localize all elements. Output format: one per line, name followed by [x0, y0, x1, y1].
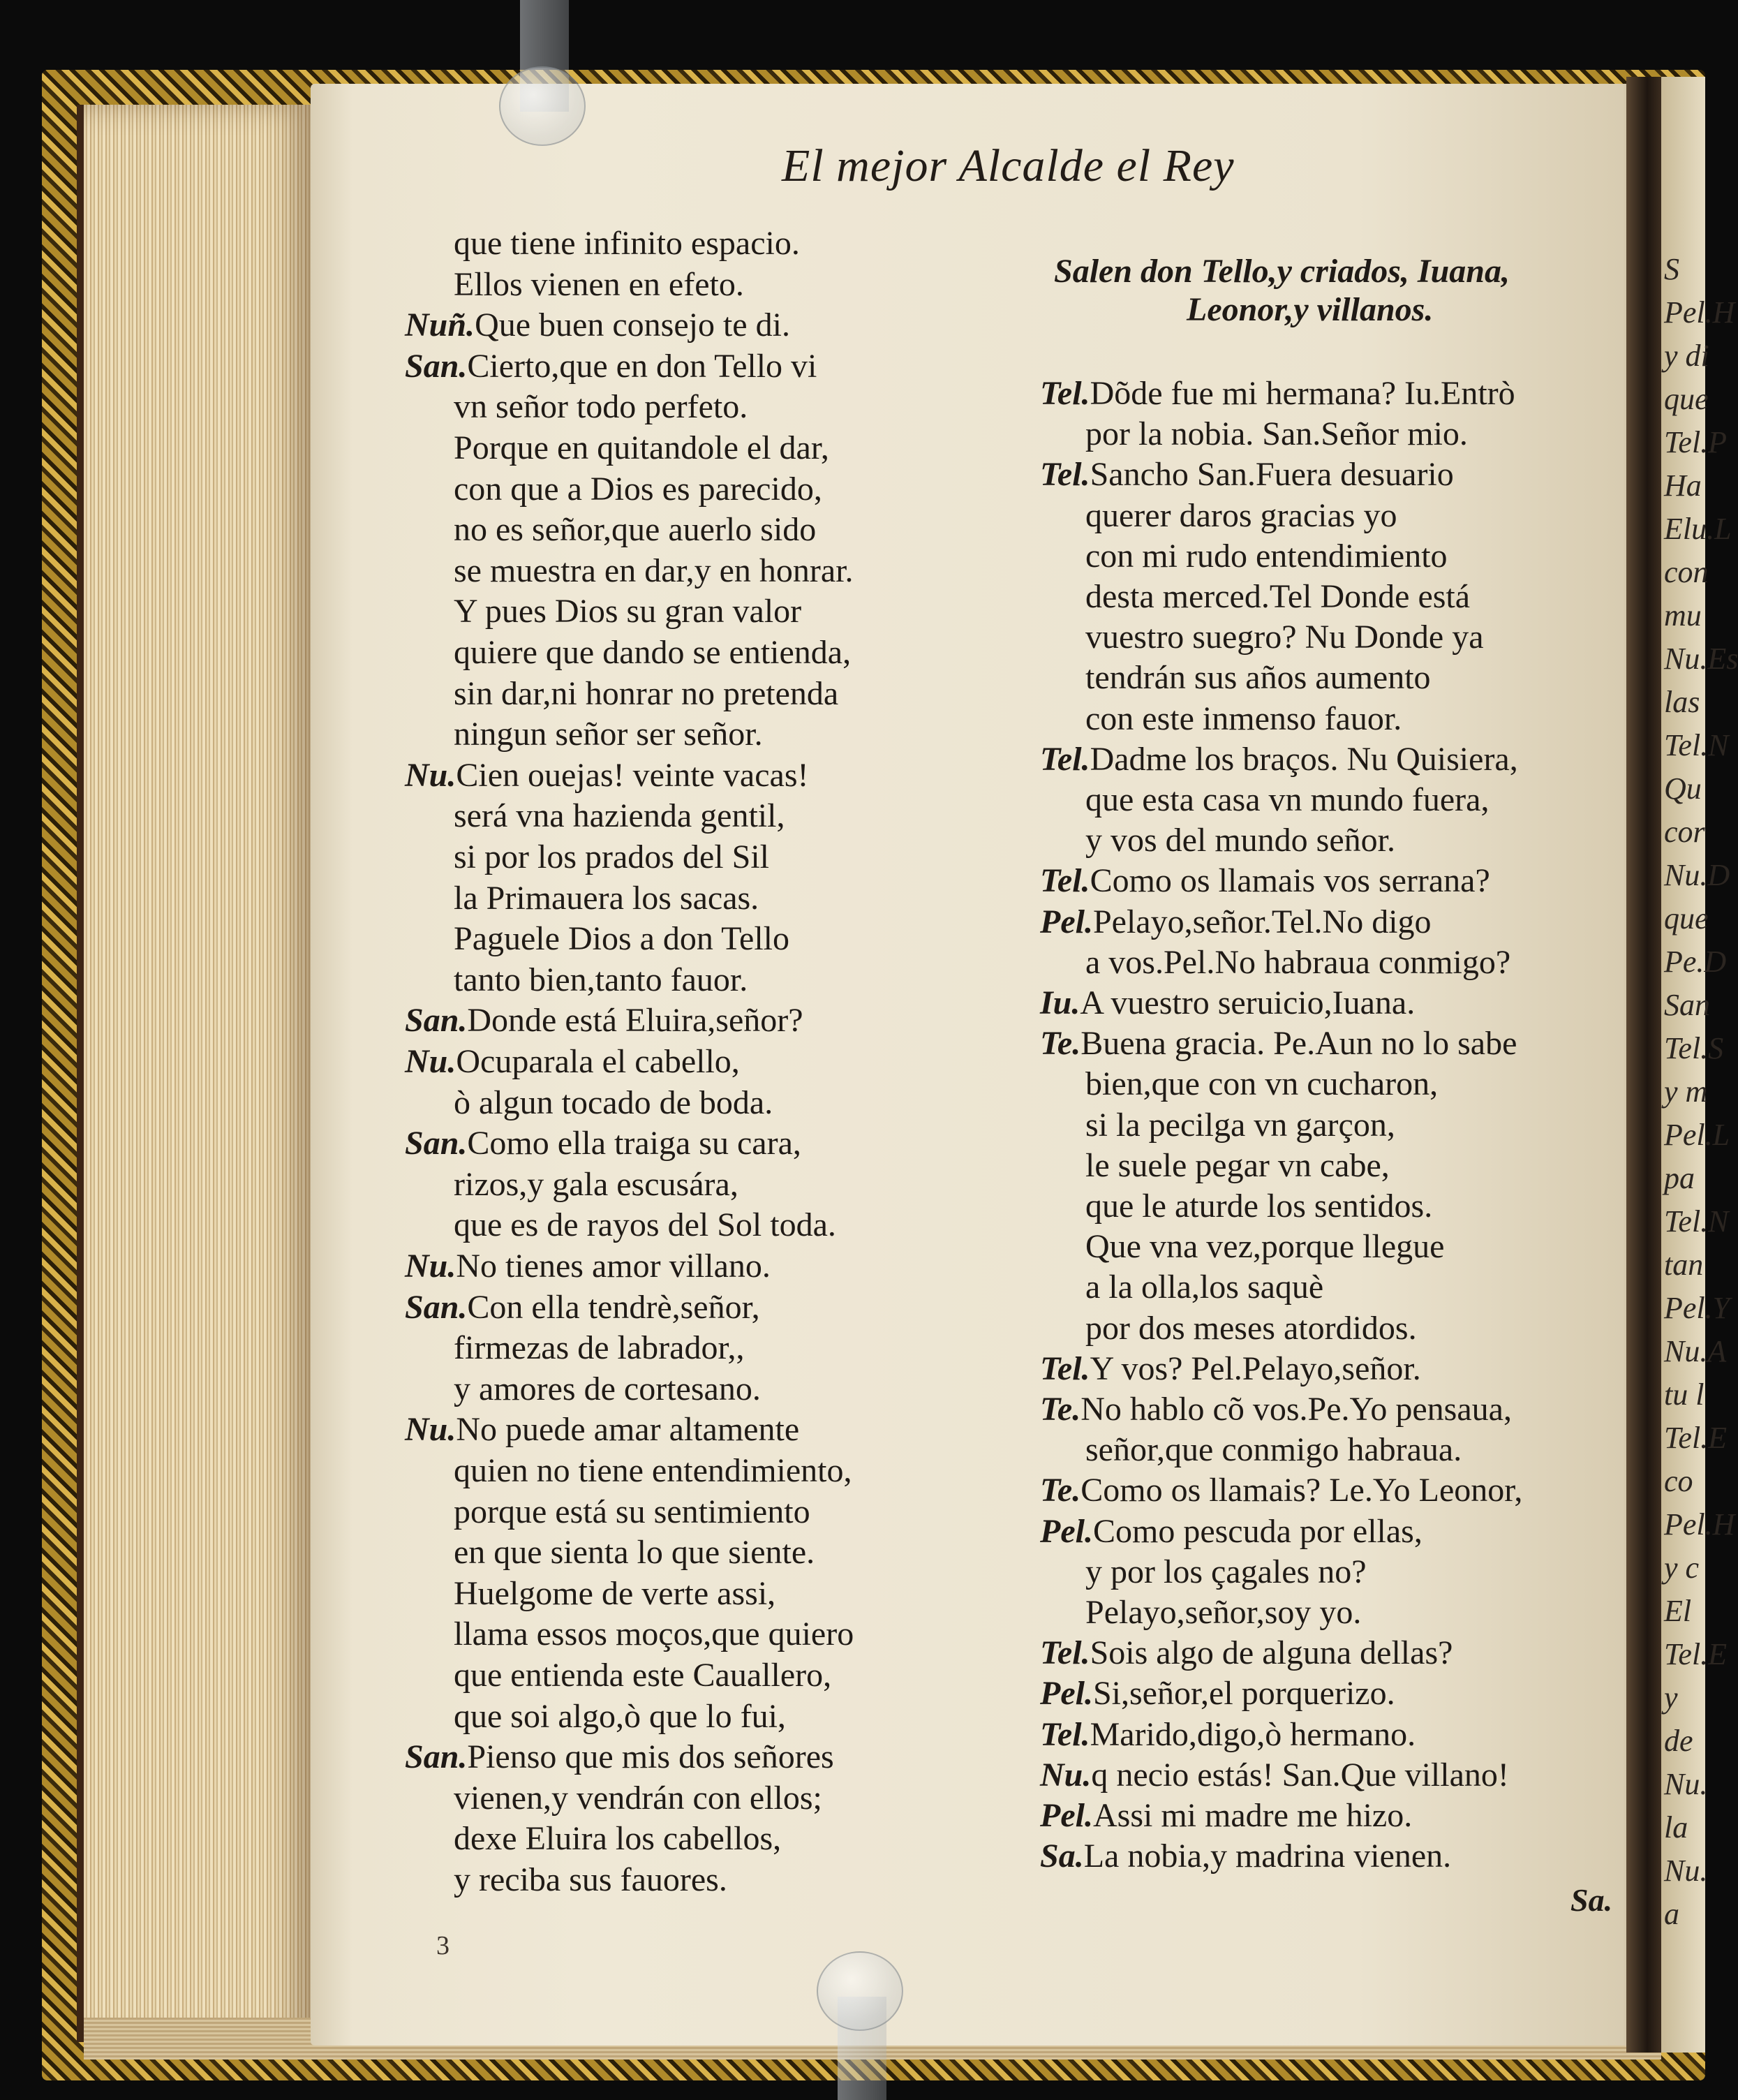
verse-text: rizos,y gala escusára, — [454, 1165, 738, 1203]
verse-text: Cierto,que en don Tello vi — [467, 347, 817, 385]
verse-text: Y pues Dios su gran valor — [454, 593, 802, 630]
running-title: El mejor Alcalde el Rey — [782, 140, 1235, 191]
speaker-label: Te. — [1040, 1391, 1081, 1428]
recto-text-fragment: a — [1664, 1897, 1679, 1931]
verse-line — [454, 1659, 831, 1692]
verse-line — [1085, 1433, 1462, 1467]
recto-text-fragment: Nu.A — [1664, 1334, 1727, 1368]
verse-text: Con ella tendrè,señor, — [467, 1288, 760, 1326]
verse-text: firmezas de labrador,, — [454, 1329, 745, 1367]
verse-text: Porque en quitandole el dar, — [454, 429, 829, 466]
verse-line — [1085, 1146, 1390, 1184]
clip-top-icon — [499, 66, 586, 146]
recto-text-fragment: Pel.L — [1664, 1118, 1730, 1152]
verse-line — [454, 1779, 822, 1817]
verse-line — [454, 718, 763, 751]
recto-text-fragment: San — [1664, 988, 1710, 1022]
verse-line — [405, 1002, 803, 1040]
recto-text-fragment: Nu.Es — [1664, 642, 1738, 676]
verse-line — [1040, 1025, 1517, 1063]
verse-text: en que sienta lo que siente. — [454, 1534, 815, 1572]
verse-line — [454, 265, 744, 303]
verse-line — [1085, 496, 1397, 534]
speaker-label: Sa. — [1040, 1838, 1084, 1875]
speaker-label: Tel. — [1040, 1715, 1090, 1753]
verse-text: No tienes amor villano. — [456, 1248, 771, 1285]
verse-text: Buena gracia. Pe.Aun no lo sabe — [1080, 1025, 1517, 1063]
recto-text-fragment: tan — [1664, 1248, 1704, 1282]
speaker-label: Tel. — [1040, 862, 1090, 900]
verse-text: Sois algo de alguna dellas? — [1090, 1634, 1453, 1672]
verse-text: ò algun tocado de boda. — [454, 1084, 773, 1121]
speaker-label: Nu. — [405, 1411, 456, 1449]
verse-line — [1085, 1309, 1417, 1347]
verse-text: Y vos? Pel.Pelayo,señor. — [1090, 1350, 1421, 1387]
verse-text: la Primauera los sacas. — [454, 879, 759, 917]
verse-text: vienen,y vendrán con ellos; — [454, 1779, 822, 1817]
recto-text-fragment: las — [1664, 685, 1700, 719]
verse-text: Assi mi madre me hizo. — [1092, 1797, 1413, 1834]
verse-text: que esta casa vn mundo fuera, — [1085, 781, 1490, 818]
verse-line — [1085, 702, 1402, 736]
verse-text: Ocuparala el cabello, — [456, 1043, 740, 1080]
recto-text-fragment: Tel.P — [1664, 425, 1728, 459]
verse-text: dexe Eluira los cabellos, — [454, 1820, 782, 1858]
verse-line — [1040, 1799, 1412, 1833]
verse-text: no es señor,que auerlo sido — [454, 511, 817, 549]
recto-text-fragment: que — [1664, 901, 1709, 936]
verse-text: Huelgome de verte assi, — [454, 1574, 776, 1612]
recto-page-fragment — [1661, 77, 1738, 2053]
verse-line — [454, 1086, 773, 1120]
speaker-label: Nuñ. — [405, 306, 475, 344]
verse-line — [1040, 1636, 1453, 1670]
verse-text: que tiene infinito espacio. — [454, 225, 800, 262]
verse-line — [1040, 1715, 1416, 1753]
verse-line — [1085, 417, 1468, 451]
verse-text: a la olla,los saquè — [1085, 1269, 1324, 1306]
verse-text: y vos del mundo señor. — [1085, 822, 1395, 859]
verse-text: se muestra en dar,y en honrar. — [454, 552, 854, 589]
verse-line — [454, 1495, 810, 1529]
verse-line — [454, 1697, 786, 1735]
recto-text-fragment: Tel.N — [1664, 1204, 1729, 1238]
clip-bottom-icon — [817, 1951, 903, 2031]
verse-line — [405, 756, 809, 794]
speaker-label: Tel. — [1040, 456, 1090, 494]
recto-text-fragment: Tel.S — [1664, 1031, 1724, 1065]
verse-line — [405, 1288, 760, 1326]
verse-line — [405, 1413, 799, 1447]
verse-text: bien,que con vn cucharon, — [1085, 1065, 1439, 1103]
verse-line — [454, 431, 829, 465]
recto-text-fragment: Pe.D — [1664, 945, 1727, 979]
recto-text-fragment: de — [1664, 1724, 1693, 1758]
recto-text-fragment: Nu. — [1664, 1854, 1708, 1888]
verse-text: señor,que conmigo habraua. — [1085, 1431, 1462, 1469]
verse-line — [1040, 905, 1432, 939]
verse-text: Como pescuda por ellas, — [1092, 1512, 1423, 1550]
recto-text-fragment: Nu. — [1664, 1767, 1708, 1801]
verse-text: sin dar,ni honrar no pretenda — [454, 674, 839, 712]
page-block-edge — [84, 105, 314, 2046]
recto-text-fragment: y c — [1664, 1551, 1700, 1585]
verse-line — [454, 595, 801, 628]
verse-text: Como os llamais? Le.Yo Leonor, — [1080, 1472, 1523, 1509]
speaker-label: Pel. — [1040, 1512, 1093, 1550]
verse-line — [454, 838, 769, 875]
verse-line — [1085, 1190, 1432, 1223]
recto-text-fragment: Qu — [1664, 771, 1702, 806]
verse-text: No puede amar altamente — [456, 1411, 800, 1449]
recto-text-fragment: Elu.L — [1664, 512, 1732, 546]
verse-text: Ellos vienen en efeto. — [454, 265, 744, 303]
verse-text: Sancho San.Fuera desuario — [1090, 456, 1454, 494]
verse-line — [1085, 824, 1395, 857]
verse-text: tanto bien,tanto fauor. — [454, 961, 748, 998]
speaker-label: Iu. — [1040, 984, 1080, 1021]
verse-line — [454, 227, 800, 260]
verse-text: Donde está Eluira,señor? — [467, 1002, 803, 1040]
verse-text: Marido,digo,ò hermano. — [1090, 1715, 1416, 1753]
verse-text: Cien ouejas! veinte vacas! — [456, 756, 809, 794]
verse-text: vn señor todo perfeto. — [454, 388, 748, 426]
verse-text: vuestro suegro? Nu Donde ya — [1085, 619, 1484, 656]
speaker-label: Tel. — [1040, 740, 1090, 778]
speaker-label: Nu. — [405, 756, 456, 794]
verse-line — [1085, 1596, 1361, 1629]
verse-text: que soi algo,ò que lo fui, — [454, 1697, 786, 1735]
speaker-label: Te. — [1040, 1025, 1081, 1063]
verse-text: con este inmenso fauor. — [1085, 700, 1402, 737]
verse-text: Que vna vez,porque llegue — [1085, 1228, 1445, 1266]
verse-line — [1040, 986, 1415, 1020]
verse-text: Pelayo,señor,soy yo. — [1085, 1594, 1362, 1631]
verse-text: Pienso que mis dos señores — [467, 1738, 834, 1776]
verse-text: con que a Dios es parecido, — [454, 470, 822, 508]
verse-text: por dos meses atordidos. — [1085, 1309, 1417, 1347]
recto-text-fragment: la — [1664, 1810, 1688, 1844]
verse-line — [1040, 1512, 1423, 1550]
recto-text-fragment: El — [1664, 1594, 1692, 1628]
verse-text: Paguele Dios a don Tello — [454, 920, 790, 958]
verse-line — [454, 1615, 854, 1653]
verse-line — [1040, 1393, 1512, 1426]
verse-line — [1085, 1230, 1444, 1264]
speaker-label: San. — [405, 1125, 468, 1162]
verse-text: Pelayo,señor.Tel.No digo — [1092, 903, 1432, 940]
verse-line — [1040, 864, 1490, 898]
speaker-label: Te. — [1040, 1472, 1081, 1509]
verse-line — [1085, 537, 1448, 575]
recto-text-fragment: con — [1664, 555, 1709, 589]
verse-line — [1085, 943, 1511, 981]
catchword: Sa. — [1570, 1882, 1613, 1918]
verse-line — [454, 922, 789, 956]
verse-text: desta merced.Tel Donde está — [1085, 578, 1471, 615]
recto-text-fragment: Pel.Y — [1664, 1291, 1730, 1325]
verse-text: Dadme los braços. Nu Quisiera, — [1090, 740, 1518, 778]
verse-line — [1085, 1067, 1438, 1101]
verse-text: será vna hazienda gentil, — [454, 797, 785, 835]
verse-text: q necio estás! San.Que villano! — [1091, 1756, 1509, 1794]
speaker-label: Pel. — [1040, 903, 1093, 940]
verse-text: No hablo cõ vos.Pe.Yo pensaua, — [1080, 1391, 1512, 1428]
speaker-label: San. — [405, 347, 468, 385]
verse-text: a vos.Pel.No habraua conmigo? — [1085, 943, 1511, 981]
recto-text-fragment: pa — [1664, 1161, 1695, 1195]
recto-text-fragment: y m — [1664, 1074, 1708, 1109]
verse-text: Dõde fue mi hermana? Iu.Entrò — [1090, 375, 1515, 412]
verse-line — [454, 799, 785, 833]
verse-text: tendrán sus años aumento — [1085, 659, 1431, 697]
verse-text: que es de rayos del Sol toda. — [454, 1206, 836, 1244]
speaker-label: Tel. — [1040, 1634, 1090, 1672]
verse-line — [405, 1045, 740, 1079]
verse-text: quiere que dando se entienda, — [454, 634, 852, 671]
verse-line — [1085, 1271, 1323, 1304]
verse-line — [405, 1250, 771, 1283]
verse-line — [454, 1863, 727, 1897]
verse-line — [1085, 783, 1489, 817]
verse-line — [405, 306, 790, 344]
verse-text: que entienda este Cauallero, — [454, 1657, 832, 1694]
verse-line — [1085, 580, 1470, 614]
verse-line — [454, 1822, 781, 1856]
verse-line — [405, 347, 817, 385]
verse-line — [454, 554, 854, 588]
speaker-label: Pel. — [1040, 1797, 1093, 1834]
verse-line — [454, 513, 816, 547]
recto-text-fragment: Pel.H — [1664, 1507, 1735, 1541]
recto-text-fragment: co — [1664, 1464, 1693, 1498]
verse-line — [1085, 1555, 1367, 1589]
verse-text: con mi rudo entendimiento — [1085, 537, 1448, 575]
speaker-label: Nu. — [405, 1043, 456, 1080]
verse-text: quien no tiene entendimiento, — [454, 1452, 852, 1489]
recto-text-fragment: Nu.D — [1664, 858, 1730, 892]
recto-text-fragment: cor — [1664, 815, 1705, 849]
recto-text-fragment: que — [1664, 382, 1709, 416]
speaker-label: San. — [405, 1002, 468, 1040]
speaker-label: San. — [405, 1288, 468, 1326]
verse-line — [1040, 377, 1515, 411]
verse-line — [454, 636, 851, 670]
speaker-label: San. — [405, 1738, 468, 1776]
verse-text: La nobia,y madrina vienen. — [1083, 1838, 1452, 1875]
verse-text: ningun señor ser señor. — [454, 716, 763, 753]
recto-text-fragment: tu l — [1664, 1377, 1704, 1412]
verse-text: si la pecilga vn garçon, — [1085, 1106, 1395, 1144]
verse-text: llama essos moços,que quiero — [454, 1615, 854, 1653]
verse-line — [1040, 1675, 1395, 1713]
speaker-label: Tel. — [1040, 1350, 1090, 1387]
verse-line — [454, 674, 839, 712]
verse-line — [1085, 1106, 1395, 1144]
recto-text-fragment: S — [1664, 252, 1679, 286]
verse-text: y por los çagales no? — [1085, 1553, 1367, 1590]
stage-direction-line: Leonor,y villanos. — [1187, 291, 1434, 328]
verse-line — [454, 1574, 776, 1612]
verse-line — [1040, 1474, 1522, 1507]
recto-text-fragment: Tel.E — [1664, 1637, 1728, 1671]
verse-text: le suele pegar vn cabe, — [1085, 1146, 1390, 1184]
stage-direction-line: Salen don Tello,y criados, Iuana, — [1054, 253, 1510, 290]
speaker-label: Nu. — [1040, 1756, 1092, 1794]
verse-text: y amores de cortesano. — [454, 1370, 761, 1407]
speaker-label: Nu. — [405, 1248, 456, 1285]
verse-line — [1040, 1352, 1421, 1386]
verse-text: por la nobia. San.Señor mio. — [1085, 415, 1468, 453]
verse-text: A vuestro seruicio,Iuana. — [1080, 984, 1416, 1021]
verse-line — [1040, 1840, 1451, 1873]
verse-text: que le aturde los sentidos. — [1085, 1188, 1433, 1225]
recto-text-fragment: Pel.H — [1664, 295, 1735, 330]
verse-text: porque está su sentimiento — [454, 1493, 810, 1530]
verse-text: si por los prados del Sil — [454, 838, 769, 875]
verse-text: Si,señor,el porquerizo. — [1092, 1675, 1395, 1713]
recto-text-fragment: mu — [1664, 598, 1702, 633]
recto-text-fragment: Tel.E — [1664, 1421, 1728, 1455]
verse-line — [454, 470, 822, 508]
verse-text: Como ella traiga su cara, — [467, 1125, 801, 1162]
speaker-label: Tel. — [1040, 375, 1090, 412]
speaker-label: Pel. — [1040, 1675, 1093, 1713]
verse-line — [1040, 740, 1518, 778]
verse-text: y reciba sus fauores. — [454, 1861, 727, 1898]
verse-line — [454, 1208, 836, 1242]
verse-line — [454, 963, 748, 997]
verse-line — [454, 1534, 815, 1572]
recto-text-fragment: Tel.N — [1664, 728, 1729, 762]
verse-line — [454, 1331, 745, 1365]
verse-text: Como os llamais vos serrana? — [1090, 862, 1490, 900]
verse-line — [1085, 621, 1484, 654]
verse-line — [454, 1370, 761, 1407]
recto-text-fragment: Ha — [1664, 468, 1702, 503]
recto-text-fragment: y — [1664, 1680, 1678, 1715]
verse-line — [454, 1454, 852, 1488]
recto-text-fragment: y di — [1664, 339, 1709, 373]
signature-mark: 3 — [436, 1931, 450, 1960]
verse-line — [1040, 456, 1454, 494]
verse-line — [454, 879, 759, 917]
verse-line — [1085, 661, 1431, 695]
verse-line — [454, 1165, 738, 1203]
verse-text: Que buen consejo te di. — [475, 306, 790, 344]
verse-line — [1040, 1756, 1509, 1794]
verse-text: querer daros gracias yo — [1085, 496, 1397, 534]
verse-line — [454, 390, 748, 424]
verse-line — [405, 1127, 801, 1160]
verse-line — [405, 1740, 834, 1774]
